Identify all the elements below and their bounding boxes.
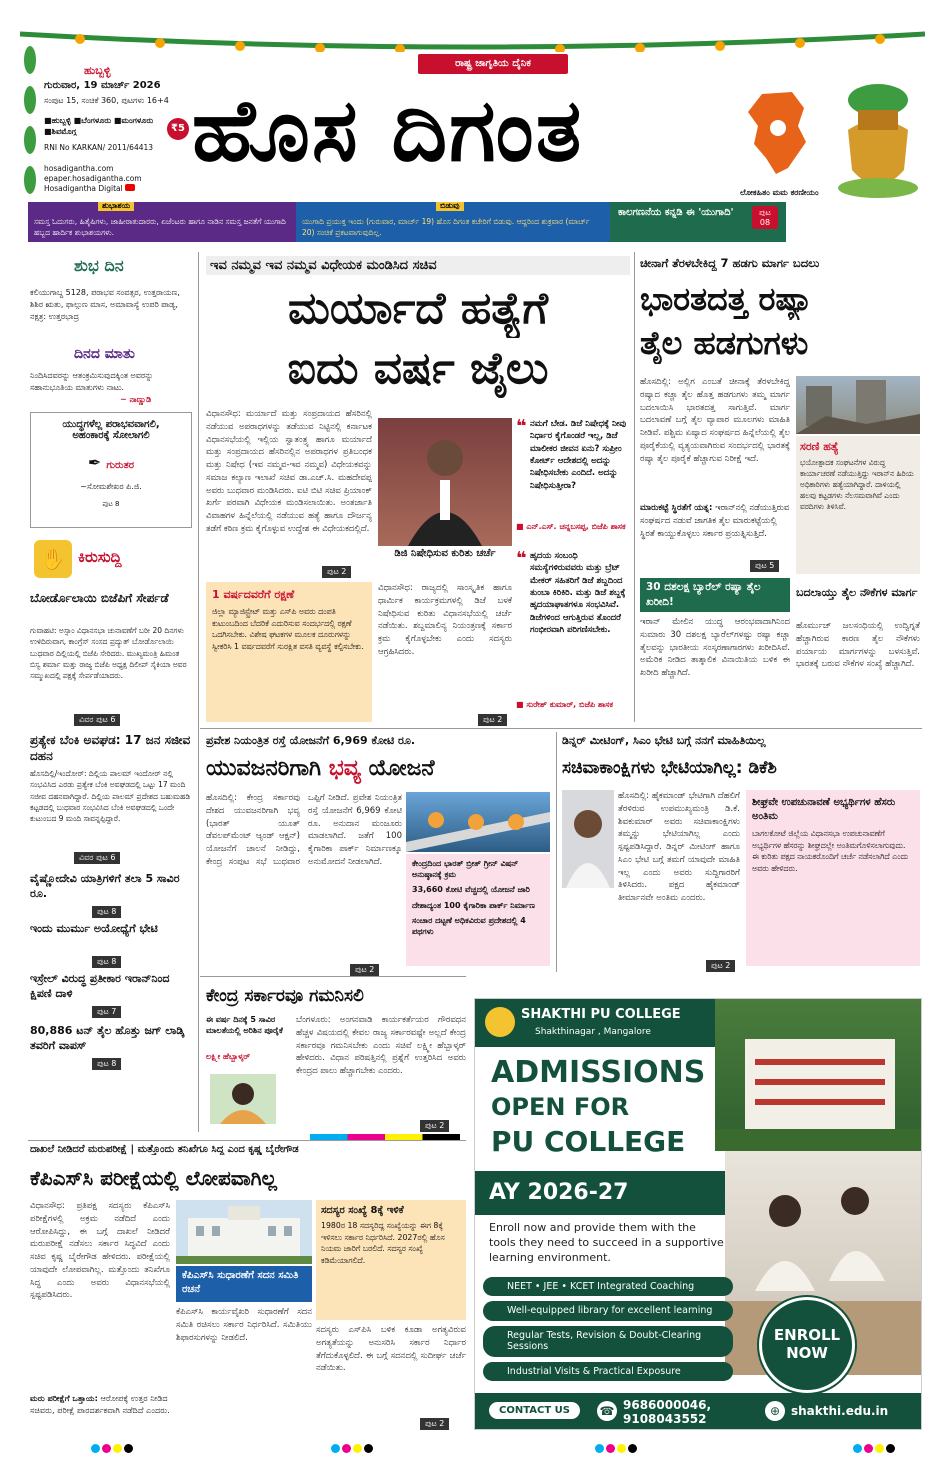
color-dots-center bbox=[330, 1438, 374, 1457]
kiru-6-page[interactable]: ಪುಟ 8 bbox=[92, 1058, 121, 1070]
color-dots-left bbox=[90, 1438, 134, 1457]
quote-title: ದಿನದ ಮಾತು bbox=[74, 346, 135, 362]
oil-side2-title: ಬದಲಾಯ್ತು ತೈಲ ನೌಕೆಗಳ ಮಾರ್ಗ bbox=[796, 586, 918, 599]
quote-2-text: ಹೃದಯ ಸಂಬಂಧಿ ಸಮಸ್ಯೆಗಳಿರುವವರು ಮತ್ತು ಬ್ರೆಟ್ ಮೇಕರ್ ಸಹಿತರಿಗೆ ಡಿಜೆ ಶಬ್ದದಿಂದ ತುಂಬಾ ಕಿರಿಕಿರಿ. ಮತ್ತು ಡಿಜೆ ಶಬ್ದಕ್ಕೆ ಹೃದಯಾಘಾತಗಳೂ ಸಂಭವಿಸಿವೆ. ಡಿಜೆಗಳಿಂದ ಆಗುತ್ತಿರುವ ತೊಂದರೆ ಗಂಭೀರವಾಗಿ ಪರಿಗಣಿಸಬೇಕು. bbox=[530, 551, 626, 635]
phone-1[interactable]: 9686000046, bbox=[623, 1398, 712, 1412]
kpsc-kicker: ದಾಖಲೆ ನೀಡಿದರೆ ಮರುಪರೀಕ್ಷೆ | ಮತ್ತೊಂದು ತನಿಖೆಗೂ ಸಿದ್ಧ ಎಂದ ಕೃಷ್ಣ ಬೈರೇಗೌಡ bbox=[30, 1144, 299, 1155]
dks-box-text: ಬಾಗಲಕೋಟೆ ಜಿಲ್ಲೆಯ ವಿಧಾನಸಭಾ ಉಪಚುನಾವಣೆಗೆ ಅಭ್ಯರ್ಥಿಗಳ ಹೆಸರನ್ನು ಶೀಘ್ರದಲ್ಲೇ ಅಂತಿಮಗೊಳಿಸಲಾಗುವುದು. ಈ ಕುರಿತು ಪಕ್ಷದ ನಾಯಕರೊಂದಿಗೆ ಚರ್ಚೆ ನಡೆಸಲಾಗಿದೆ ಎಂದು ಅವರು ಹೇಳಿದರು. bbox=[752, 829, 909, 874]
dks-page[interactable]: ಪುಟ 2 bbox=[706, 960, 735, 972]
rni-number: RNI No KARKAN/ 2011/64413 bbox=[44, 143, 154, 152]
hebbalkar-photo bbox=[210, 1074, 276, 1124]
dks-headline: ಸಚಿವಾಕಾಂಕ್ಷಿಗಳು ಭೇಟಿಯಾಗಿಲ್ಲ: ಡಿಕೆಶಿ bbox=[562, 758, 777, 778]
kiru-5-page[interactable]: ಪುಟ 7 bbox=[92, 1006, 121, 1018]
quote-mark-icon-2: ❝ bbox=[516, 550, 527, 569]
dks-box-title: ಶೀಘ್ರವೇ ಉಪಚುನಾವಣೆ ಅಭ್ಯರ್ಥಿಗಳ ಹೆಸರು ಅಂತಿಮ bbox=[752, 797, 896, 822]
kiru-3-title: ವೈಷ್ಣೋದೇವಿ ಯಾತ್ರಿಗಳಿಗೆ ತಲಾ 5 ಸಾವಿರ ರೂ. bbox=[30, 872, 180, 900]
sidebar-divider bbox=[198, 252, 199, 1132]
digital-link[interactable] bbox=[44, 184, 135, 193]
oil-kicker: ಚೀನಾಗೆ ತೆರಳಬೇಕಿದ್ದ 7 ಹಡಗು ಮಾರ್ಗ ಬದಲು bbox=[640, 256, 820, 270]
epaper-link[interactable]: epaper.hosadigantha.com bbox=[44, 174, 142, 183]
oil-page[interactable]: ಪುಟ 5 bbox=[750, 560, 779, 572]
oil-side-box bbox=[796, 436, 920, 574]
greetings-label: ಶುಭಾಶಯ bbox=[98, 202, 134, 211]
kpsc-headline: ಕೆಪಿಎಸ್‌ಸಿ ಪರೀಕ್ಷೆಯಲ್ಲಿ ಲೋಪವಾಗಿಲ್ಲ bbox=[30, 1166, 277, 1190]
holiday-text: ಯುಗಾದಿ ಪ್ರಯುಕ್ತ ಇಂದು (ಗುರುವಾರ, ಮಾರ್ಚ್ 19) ಹೊಸ ದಿಗಂತ ಕಚೇರಿಗೆ ಬಿಡುವು. ಆದ್ದರಿಂದ ಶುಕ್ರವಾರ (ಮಾರ್ಚ್ 20) ಸಂಚಿಕೆ ಪ್ರಕಟವಾಗುವುದಿಲ್ಲ. bbox=[302, 217, 590, 238]
kpsc-building-photo bbox=[176, 1200, 312, 1264]
kiru-5-title: ಇಸ್ರೇಲ್ ವಿರುದ್ಧ ಪ್ರತೀಕಾರ ಇರಾನ್‌ನಿಂದ ಕ್ಷಿಪಣಿ ದಾಳಿ bbox=[30, 972, 170, 1000]
oil-box-text: ಇರಾನ್ ಮೇಲಿನ ಯುದ್ಧ ಆರಂಭವಾದಾಗಿನಿಂದ ಸುಮಾರು 30 ದಶಲಕ್ಷ ಬ್ಯಾರೆಲ್‌ಗಳಷ್ಟು ರಷ್ಯಾ ಕಚ್ಚಾ ತೈಲವನ್ನು ಭಾರತೀಯ ಸಂಸ್ಕರಣಾಗಾರಗಳು ಖರೀದಿಸಿವೆ. ಅಮೆರಿಕ ನೀಡಿದ ತಾತ್ಕಾಲಿಕ ವಿನಾಯಿತಿಯ ಬಳಿಕ ಈ ಖರೀದಿ ಹೆಚ್ಚಾಗಿದೆ. bbox=[640, 617, 790, 678]
youth-photo bbox=[406, 792, 550, 852]
special-feature-box[interactable] bbox=[610, 202, 786, 242]
lead-body: ವಿಧಾನಸೌಧ: ಮರ್ಯಾದೆ ಮತ್ತು ಸಂಪ್ರದಾಯದ ಹೆಸರಿನಲ್ಲಿ ನಡೆಯುವ ಅಪರಾಧಗಳನ್ನು ತಡೆಯುವ ನಿಟ್ಟಿನಲ್ಲಿ ಕರ್ನಾಟಕ ವಿಧಾನಸಭೆಯಲ್ಲಿ ಇಲ್ಲಿಯ ಸ್ವಾತಂತ್ರ್ಯ ಹಾಗೂ ಮರ್ಯಾದೆ ಮತ್ತು ಸಂಪ್ರದಾಯದ ಹೆಸರಿನಲ್ಲಿನ ಅಪರಾಧಗಳ ಪ್ರತಿಬಂಧಕ ಮತ್ತು ನಿಷೇಧ (ಇವ ನಮ್ಮವ-ಇವ ನಮ್ಮವ) ವಿಧೇಯಕವನ್ನು ಸಮಾಜ ಕಲ್ಯಾಣ ಇಲಾಖೆ ಸಚಿವ ಡಾ.ಎಚ್.ಸಿ. ಮಹದೇವಪ್ಪ ಅವರು ಬುಧವಾರ ಮಂಡಿಸಿದರು. ಐಟಿ ಬಿಟಿ ಸಚಿವ ಪ್ರಿಯಾಂಕ್ ಖರ್ಗೆ ಪರವಾಗಿ ವಿಧೇಯಕ ಮಂಡಿಸಲಾಯಿತು. ಅಂತರ್ಜಾತಿ ವಿವಾಹಗಳ ಹಿನ್ನೆಲೆಯಲ್ಲಿ ನಡೆಯುವ ಹತ್ಯೆ ಹಾಗೂ ದೌರ್ಜನ್ಯ ತಡೆಗೆ ಕಠಿಣ ಕ್ರಮ ಕೈಗೊಳ್ಳುವ ಉದ್ದೇಶ ಈ ವಿಧೇಯಕದಲ್ಲಿದೆ. bbox=[206, 409, 372, 534]
centre-rule bbox=[200, 976, 466, 977]
dks-portrait bbox=[562, 790, 614, 888]
kiru-1-title: ಬೋರ್ಡೊಲಾಯಿ ಬಿಜೆಪಿಗೆ ಸೇರ್ಪಡೆ bbox=[30, 591, 169, 605]
globe-icon: ⊕ bbox=[765, 1401, 785, 1421]
youtube-icon bbox=[125, 184, 135, 191]
youth-headline-c: ಯೋಜನೆ bbox=[368, 756, 435, 781]
youth-bullet-2: 33,660 ಕೋಟಿ ವೆಚ್ಚದಲ್ಲಿ ಯೋಜನೆ ಜಾರಿ bbox=[412, 885, 530, 895]
dj-story-page[interactable]: ಪುಟ 2 bbox=[478, 714, 507, 726]
dks-box bbox=[746, 790, 920, 966]
color-dots-mid bbox=[594, 1438, 638, 1457]
kiru-1-page[interactable]: ವಿವರ ಪುಟ 6 bbox=[74, 714, 120, 726]
feature-4: Industrial Visits & Practical Exposure bbox=[483, 1362, 733, 1381]
oil-body: ಹೊಸದಿಲ್ಲಿ: ಅಲ್ಲಿಗ ಎಂಬತೆ ಚೀನಾಕ್ಕೆ ತೆರಳಬೇಕಿದ್ದ ರಷ್ಯಾದ ಕಚ್ಚಾ ತೈಲ ಹೊತ್ತ ಹಡಗುಗಳು ತಮ್ಮ ಮಾರ್ಗ ಬದಲಾಯಿಸಿ ಭಾರತದತ್ತ ಸಾಗುತ್ತಿವೆ. ಮಾರ್ಗ ಬದಲಾವಣೆ ಬಗ್ಗೆ ತೈಲ ವ್ಯಾಪಾರ ಮೂಲಗಳು ಮಾಹಿತಿ ನೀಡಿವೆ. ಪಶ್ಚಿಮ ಏಷ್ಯಾದ ಸಂಘರ್ಷದ ಹಿನ್ನೆಲೆಯಲ್ಲಿ ತೈಲ ಪೂರೈಕೆಯಲ್ಲಿ ವ್ಯತ್ಯಯವಾಗಿರುವ ಸಂದರ್ಭದಲ್ಲಿ ಭಾರತಕ್ಕೆ ರಷ್ಯಾ ತೈಲ ಪೂರೈಕೆ ಹೆಚ್ಚಾಗುವ ನಿರೀಕ್ಷೆ ಇದೆ. bbox=[640, 377, 790, 464]
lead-headline-1: ಮರ್ಯಾದೆ ಹತ್ಯೆಗೆ bbox=[287, 283, 548, 334]
poem-credit: ~ಸೋಮಶೇಖರ ಪಿ.ಜಿ. bbox=[80, 482, 142, 491]
youth-headline bbox=[206, 752, 550, 786]
youth-headline-b: ಭವ್ಯ bbox=[328, 756, 361, 781]
motto: ಲೋಕಹಿತಂ ಮಮ ಕರಣೀಯಂ bbox=[740, 188, 819, 197]
oil-headline-2: ತೈಲ ಹಡಗುಗಳು bbox=[640, 324, 809, 362]
kpsc-box-title: ಸದಸ್ಯರ ಸಂಖ್ಯೆ 8ಕ್ಕೆ ಇಳಿಕೆ bbox=[321, 1205, 404, 1216]
protection-text: ಜಿಲ್ಲಾ ಮ್ಯಾಜಿಸ್ಟ್ರೇಟ್ ಮತ್ತು ಎಸ್‌ಪಿ ಅವರು ದಂಪತಿ ಕುಟುಂಬದಿಂದ ಬೆದರಿಕೆ ಎದುರಿಸುವ ಸಂದರ್ಭದಲ್ಲಿ ರಕ್ಷಣೆ ಒದಗಿಸಬೇಕು. ವಿಶೇಷ ಘಟಕಗಳ ಮೂಲಕ ದೂರುಗಳನ್ನು ಸ್ವೀಕರಿಸಿ 1 ವರ್ಷದವರೆಗೆ ಸುರಕ್ಷಿತ ವಸತಿ ವ್ಯವಸ್ಥೆ ಕಲ್ಪಿಸಬೇಕು. bbox=[212, 607, 364, 652]
oil-sub-title: ಮಾರುಕಟ್ಟೆ ಸ್ಥಿರತೆಗೆ ಯತ್ನ: bbox=[640, 503, 713, 513]
quote-mark-icon: ❝ bbox=[516, 418, 527, 437]
kiru-1-text: ಗುವಾಹಟಿ: ಅಸ್ಸಾಂ ವಿಧಾನಸಭಾ ಚುನಾವಣೆಗೆ ಬರೀ 20 ದಿನಗಳು ಉಳಿದಿರುವಾಗ, ಕಾಂಗ್ರೆಸ್ ಸಂಸದ ಪ್ರದ್ಯುತ್ ಬೋರ್ಡೊಲಾಯಿ ಬುಧವಾರ ದಿಲ್ಲಿಯಲ್ಲಿ ಬಿಜೆಪಿ ಸೇರಿದರು. ಮುಖ್ಯಮಂತ್ರಿ ಹಿಮಂತ ಬಿಸ್ವ ಶರ್ಮಾ ಮತ್ತು ರಾಜ್ಯ ಬಿಜೆಪಿ ಅಧ್ಯಕ್ಷ ದಿಲೀಪ್ ಸೈಕಿಯಾ ಅವರ ಸಮ್ಮುಖದಲ್ಲಿ ಪಕ್ಷಕ್ಕೆ ಸೇರ್ಪಡೆಯಾದರು. bbox=[30, 626, 187, 680]
lead-headline-2: ಐದು ವರ್ಷ ಜೈಲು bbox=[287, 343, 549, 394]
ad-website[interactable]: shakthi.edu.in bbox=[791, 1404, 889, 1418]
shubha-dina-title: ಶುಭ ದಿನ bbox=[74, 256, 124, 275]
oil-side-title: ಸರಣಿ ಹತ್ಯೆ bbox=[800, 440, 839, 453]
phone-icon: ☎ bbox=[597, 1401, 617, 1421]
quote-1-author: ■ ಎನ್.ಎಸ್. ಚನ್ನಬಸಪ್ಪ, ಬಿಜೆಪಿ ಶಾಸಕ bbox=[516, 522, 626, 531]
oil-sub bbox=[640, 502, 790, 540]
youth-page[interactable]: ಪುಟ 2 bbox=[350, 964, 379, 976]
centre-quote: ಈ ವರ್ಷ ದಿನಕ್ಕೆ 5 ಸಾವಿರ ಮಾಲತೆಯಲ್ಲಿ ಅರಿಶಿನ ಪೂರೈಕೆ bbox=[206, 1015, 283, 1036]
city-label: ಹುಬ್ಬಳ್ಳಿ bbox=[84, 64, 111, 77]
greetings-box bbox=[28, 202, 296, 242]
oil-sub-text: ಇರಾನ್‌ನಲ್ಲಿ ನಡೆಯುತ್ತಿರುವ ಸಂಘರ್ಷದ ನಡುವೆ ಜಾಗತಿಕ ತೈಲ ಮಾರುಕಟ್ಟೆಯಲ್ಲಿ ಸ್ಥಿರತೆ ಕಾಯ್ದುಕೊಳ್ಳಲು ಸರ್ಕಾರ ಪ್ರಯತ್ನಿಸುತ್ತಿದೆ. bbox=[640, 503, 790, 539]
kpsc-rule bbox=[28, 1140, 466, 1141]
hand-icon: ✋ bbox=[34, 540, 72, 578]
campus-building-photo bbox=[715, 999, 922, 1151]
top-garland bbox=[20, 30, 925, 52]
lead-photo-caption-title: ಡಿಜಿ ನಿಷೇಧಿಸುವ ಕುರಿತು ಚರ್ಚೆ bbox=[394, 548, 496, 559]
contact-bar bbox=[475, 1393, 922, 1430]
ad-header bbox=[475, 999, 715, 1047]
issue-details: ಸಂಪುಟ 15, ಸಂಚಿಕೆ 360, ಪುಟಗಳು 16+4 bbox=[44, 96, 169, 105]
dks-body: ಹೊಸದಿಲ್ಲಿ: ಹೈಕಮಾಂಡ್ ಭೇಟಿಗಾಗಿ ದೆಹಲಿಗೆ ತೆರಳಿರುವ ಉಪಮುಖ್ಯಮಂತ್ರಿ ಡಿ.ಕೆ. ಶಿವಕುಮಾರ್ ಅವರು ಸಚಿವಾಕಾಂಕ್ಷಿಗಳು ತಮ್ಮನ್ನು ಭೇಟಿಯಾಗಿಲ್ಲ ಎಂದು ಸ್ಪಷ್ಟಪಡಿಸಿದ್ದಾರೆ. ಡಿನ್ನರ್ ಮೀಟಿಂಗ್ ಹಾಗೂ ಸಿಎಂ ಭೇಟಿ ಬಗ್ಗೆ ತಮಗೆ ಯಾವುದೇ ಮಾಹಿತಿ ಇಲ್ಲ ಎಂದು ಅವರು ಸುದ್ದಿಗಾರರಿಗೆ ತಿಳಿಸಿದರು. ಪಕ್ಷದ ಹೈಕಮಾಂಡ್ ತೀರ್ಮಾನವೇ ಅಂತಿಮ ಎಂದರು. bbox=[618, 791, 740, 903]
workers-photo bbox=[406, 792, 550, 852]
kiru-2-page[interactable]: ವಿವರ ಪುಟ 6 bbox=[74, 852, 120, 864]
pen-icon: ✒ bbox=[87, 453, 102, 472]
shubha-dina-text: ಕಲಿಯುಗಾಬ್ದ 5128, ಪರಾಭವ ಸಂವತ್ಸರ, ಉತ್ತರಾಯಣ, ಶಿಶಿರ ಋತು, ಫಾಲ್ಗುಣ ಮಾಸ, ಅಮಾವಾಸ್ಯೆ ಉಪರಿ ಪಾಡ್ಯ, ನಕ್ಷತ್ರ: ಉತ್ತರಭಾದ್ರ bbox=[30, 288, 180, 321]
youth-bullet-4: ಸಂಚಾರ ದಟ್ಟಣೆ ಅಧಿಕವಿರುವ ಪ್ರದೇಶದಲ್ಲಿ 4 ಪಥಗಳು bbox=[412, 915, 526, 936]
kpsc-box-text: 1980ರ 18 ಸದಸ್ಯರಿದ್ದ ಸಂಖ್ಯೆಯನ್ನು ಈಗ 8ಕ್ಕೆ ಇಳಿಸಲು ಸರ್ಕಾರ ನಿರ್ಧರಿಸಿದೆ. 2027ರಲ್ಲಿ ಹೊಸ ನಿಯಮ ಜಾರಿಗೆ ಬರಲಿದೆ. ಸದಸ್ಯರ ಸಂಖ್ಯೆ ಕಡಿಮೆಯಾಗಲಿದೆ. bbox=[321, 1221, 445, 1266]
feature-3: Regular Tests, Revision & Doubt-Clearing Sessions bbox=[483, 1326, 733, 1357]
youth-headline-a: ಯುವಜನರಿಗಾಗಿ bbox=[206, 756, 322, 781]
kiru-2-text: ಹೊಸದಿಲ್ಲಿ/ಇಂದೋರ್: ದಿಲ್ಲಿಯ ಪಾಲಮ್ ಇಂದೋರ್ ನಲ್ಲಿ ಸಂಭವಿಸಿದ ಎರಡು ಪ್ರತ್ಯೇಕ ಬೆಂಕಿ ಅವಘಡದಲ್ಲಿ ಒಟ್ಟು 17 ಮಂದಿ ಸಜೀವ ದಹನವಾಗಿದ್ದಾರೆ. ದಿಲ್ಲಿಯ ಪಾಲಮ್ ಪ್ರದೇಶದ ಬಹುಮಹಡಿ ಕಟ್ಟಡದಲ್ಲಿ ಬುಧವಾರ ಸಂಭವಿಸಿದ ಬೆಂಕಿ ಅವಘಡದಲ್ಲಿ ಒಂದೇ ಕುಟುಂಬದ 9 ಮಂದಿ ಸಾವನ್ನಪ್ಪಿದ್ದಾರೆ. bbox=[30, 769, 191, 823]
kpsc-caption-box: ಕೆಪಿಎಸ್‌ಸಿ ಸುಧಾರಣೆಗೆ ಸದನ ಸಮಿತಿ ರಚನೆ bbox=[176, 1266, 312, 1302]
poem-box bbox=[30, 412, 192, 528]
oil-side-text: ಭಯೋತ್ಪಾದಕ ಸಂಘಟನೆಗಳ ವಿರುದ್ಧ ಕಾರ್ಯಾಚರಣೆ ನಡೆಯುತ್ತಿದ್ದು ಇರಾನ್‌ನ ಹಿರಿಯ ಅಧಿಕಾರಿಗಳು ಹತ್ಯೆಯಾಗಿದ್ದಾರೆ. ದಾಳಿಯಲ್ಲಿ ಹಲವು ಕಟ್ಟಡಗಳು ನೆಲಸಮವಾಗಿವೆ ಎಂದು ವರದಿಗಳು ತಿಳಿಸಿವೆ. bbox=[800, 458, 914, 511]
oil-box: 30 ದಶಲಕ್ಷ ಬ್ಯಾರೆಲ್ ರಷ್ಯಾ ತೈಲ ಖರೀದಿ! bbox=[640, 578, 790, 612]
youth-bullet-3: ದೇಶಾದ್ಯಂತ 100 ಕೈಗಾರಿಕಾ ಪಾರ್ಕ್ ನಿರ್ಮಾಣ bbox=[412, 900, 535, 910]
college-name: SHAKTHI PU COLLEGE bbox=[521, 1007, 681, 1022]
kiru-6-title: 80,886 ಟನ್ ತೈಲ ಹೊತ್ತು ಜಗ್ ಲಾಡ್ಕಿ ತವರಿಗೆ ವಾಪಸ್ bbox=[30, 1024, 185, 1052]
centre-photo bbox=[210, 1074, 276, 1124]
kpsc-box bbox=[316, 1200, 466, 1320]
kpsc-body: ವಿಧಾನಸೌಧ: ಪ್ರತಿಪಕ್ಷ ಸದಸ್ಯರು ಕೆಪಿಎಸ್‌ಸಿ ಪರೀಕ್ಷೆಗಳಲ್ಲಿ ಅಕ್ರಮ ನಡೆದಿದೆ ಎಂದು ಆರೋಪಿಸಿದ್ದು, ಈ ಬಗ್ಗೆ ದಾಖಲೆ ನೀಡಿದರೆ ಮರುಪರೀಕ್ಷೆ ನಡೆಸಲು ಸರ್ಕಾರ ಸಿದ್ಧವಿದೆ ಎಂದು ಸಚಿವ ಕೃಷ್ಣ ಬೈರೇಗೌಡ ಹೇಳಿದರು. ಪರೀಕ್ಷೆಯಲ್ಲಿ ಯಾವುದೇ ಲೋಪವಾಗಿಲ್ಲ. ಮತ್ತೊಂದು ತನಿಖೆಗೂ ಸಿದ್ಧ ಎಂದು ಅವರು ವಿಧಾನಸಭೆಯಲ್ಲಿ ಸ್ಪಷ್ಟಪಡಿಸಿದರು. bbox=[30, 1201, 170, 1301]
feature-1: NEET • JEE • KCET Integrated Coaching bbox=[483, 1277, 733, 1296]
ad-heading-2: OPEN FOR bbox=[491, 1093, 630, 1121]
special-feature-text: ಕಾಲಗಣನೆಯ ಕನ್ನಡಿ ಈ 'ಯುಗಾದಿ' bbox=[618, 207, 734, 218]
price-badge: ₹5 bbox=[167, 118, 189, 140]
newspaper-title: ಹೊಸ ದಿಗಂತ bbox=[192, 81, 584, 181]
lead-quote-2 bbox=[516, 550, 628, 700]
youth-divider bbox=[556, 732, 557, 972]
lead-kicker: ಇವ ನಮ್ಮವ ಇವ ನಮ್ಮವ ವಿಧೇಯಕ ಮಂಡಿಸಿದ ಸಚಿವ bbox=[206, 256, 630, 275]
kiru-2-title: ಪ್ರತ್ಯೇಕ ಬೆಂಕಿ ಅವಘಡ: 17 ಜನ ಸಜೀವ ದಹನ bbox=[30, 733, 191, 764]
left-mango-leaves bbox=[18, 40, 42, 200]
ad-heading-3: PU COLLEGE bbox=[491, 1125, 686, 1158]
special-page-badge: ಪುಟ 08 bbox=[752, 206, 778, 229]
kpsc-page[interactable]: ಪುಟ 2 bbox=[420, 1418, 449, 1430]
tagline-ribbon: ರಾಷ್ಟ್ರ ಜಾಗೃತಿಯ ದೈನಿಕ bbox=[418, 54, 568, 74]
enroll-label-1: ENROLL bbox=[773, 1326, 841, 1344]
ad-description: Enroll now and provide them with the tools they need to succeed in a supportive learning environment. bbox=[489, 1221, 724, 1264]
poem-line-2: ಅಹಂಕಾರಕ್ಕೆ ಸೋಲಾಗಲಿ bbox=[72, 430, 150, 441]
enroll-button[interactable] bbox=[759, 1297, 855, 1393]
quote-text: ನಿಂದಿಸಿದವರನ್ನು ಆತಂಕ್ರಮಿಸುವುದಕ್ಕಿಂತ ಅವರನ್ನು ಸಹಾನುಭೂತಿಯ ಮಾತುಗಳು ನಾಟು. bbox=[30, 371, 154, 392]
kpsc-photo bbox=[176, 1200, 312, 1264]
issue-date: ಗುರುವಾರ, 19 ಮಾರ್ಚ್ 2026 bbox=[44, 80, 161, 91]
color-dots-right bbox=[852, 1438, 896, 1457]
youth-kicker: ಪ್ರವೇಶ ನಿಯಂತ್ರಿತ ರಸ್ತೆ ಯೋಜನೆಗೆ 6,969 ಕೋಟಿ ರೂ. bbox=[206, 734, 416, 747]
kiru-4-title: ಇಂದು ಮುರ್ಮು ಅಯೋಧ್ಯೆಗೆ ಭೇಟಿ bbox=[30, 922, 158, 935]
feature-2: Well-equipped library for excellent learning bbox=[483, 1301, 733, 1320]
quote-2-author: ■ ಸುರೇಶ್ ಕುಮಾರ್, ಬಿಜೆಪಿ ಶಾಸಕ bbox=[516, 700, 614, 709]
poem-page: ಪುಟ 8 bbox=[102, 500, 120, 508]
dks-photo bbox=[562, 790, 614, 888]
youth-body: ಹೊಸದಿಲ್ಲಿ: ಕೇಂದ್ರ ಸರ್ಕಾರವು ದೇಶದ ಯುವಜನರಿಗಾಗಿ ಭವ್ಯ (ಭಾರತ್ ಯೂತ್ ಡೆವಲಪ್‌ಮೆಂಟ್ ಆ್ಯಂಡ್ ಆಕ್ಷನ್) ಯೋಜನೆಗೆ ಚಾಲನೆ ನೀಡಿದ್ದು, ಕೇಂದ್ರ ಸಂಪುಟ ಸಭೆ ಬುಧವಾರ ಒಪ್ಪಿಗೆ ನೀಡಿದೆ. ಪ್ರವೇಶ ನಿಯಂತ್ರಿತ ರಸ್ತೆ ಯೋಜನೆಗೆ 6,969 ಕೋಟಿ ರೂ. ಅನುದಾನ ಮಂಜೂರು ಮಾಡಲಾಗಿದೆ. ಜತೆಗೆ 100 ಕೈಗಾರಿಕಾ ಪಾರ್ಕ್ ನಿರ್ಮಾಣಕ್ಕೂ ಅನುಮೋದನೆ ನೀಡಲಾಗಿದೆ. bbox=[206, 793, 402, 867]
mid-rule bbox=[200, 728, 922, 729]
protection-title: 1 ವರ್ಷದವರೆಗೆ ರಕ್ಷಣೆ bbox=[212, 588, 295, 601]
kiru-suddi-header bbox=[30, 540, 192, 580]
oil-side2-text: ಹೊರ್ಮುಜ್ ಜಲಸಂಧಿಯಲ್ಲಿ ಉದ್ವಿಗ್ನತೆ ಹೆಚ್ಚಾಗಿರುವ ಕಾರಣ ತೈಲ ನೌಕೆಗಳು ಪರ್ಯಾಯ ಮಾರ್ಗಗಳನ್ನು ಬಳಸುತ್ತಿವೆ. ಭಾರತಕ್ಕೆ ಬರುವ ನೌಕೆಗಳ ಸಂಖ್ಯೆ ಹೆಚ್ಚಾಗಿದೆ. bbox=[796, 621, 920, 670]
website-link[interactable]: hosadigantha.com bbox=[44, 164, 114, 173]
poem-line-1: ಯುದ್ಧಗಳೆಲ್ಲ ಪರಾಭವವಾಗಲಿ, bbox=[62, 419, 160, 430]
ad-year-banner: AY 2026-27 bbox=[475, 1171, 725, 1215]
kalash-decoration bbox=[828, 70, 928, 210]
lead-photo bbox=[378, 418, 512, 546]
poem-author: ಗುರುತರ bbox=[106, 460, 135, 471]
kiru-suddi-title: ಕಿರುಸುದ್ದಿ bbox=[78, 548, 122, 566]
kpsc-caption-text: ಕೆಪಿಎಸ್‌ಸಿ ಕಾರ್ಯವೈಖರಿ ಸುಧಾರಣೆಗೆ ಸದನ ಸಮಿತಿ ರಚಿಸಲು ಸರ್ಕಾರ ನಿರ್ಧರಿಸಿದೆ. ಸಮಿತಿಯು ಶಿಫಾರಸುಗಳನ್ನು ನೀಡಲಿದೆ. bbox=[176, 1307, 312, 1343]
phone-2[interactable]: 9108043552 bbox=[623, 1412, 707, 1426]
kpsc-sub-title: ಮರು ಪರೀಕ್ಷೆಗೆ ಒತ್ತಾಯ: bbox=[30, 1393, 98, 1403]
kpsc-sub-text: ಆರೋಪಕ್ಕೆ ಉತ್ತರ ನೀಡಿದ ಸಚಿವರು, ಪರೀಕ್ಷೆ ಪಾರದರ್ಶಕವಾಗಿ ನಡೆದಿದೆ ಎಂದರು. bbox=[30, 1393, 170, 1416]
greetings-text: ಸಮಸ್ತ ಓದುಗರು, ಹಿತೈಷಿಗಳು, ಜಾಹೀರಾತುದಾರರು, ಏಜೆಂಟರು ಹಾಗೂ ನಾಡಿನ ಸಮಸ್ತ ಜನತೆಗೆ ಯುಗಾದಿ ಹಬ್ಬದ ಹಾರ್ದಿಕ ಶುಭಾಶಯಗಳು. bbox=[34, 217, 286, 238]
feature-list bbox=[483, 1277, 733, 1381]
quote-1-text: ನಮಗೆ ಬೇಡ. ಡಿಜೆ ನಿಷೇಧಕ್ಕೆ ನೀವು ನಿರ್ಧಾರ ಕೈಗೊಂಡರೆ ಇಲ್ಲ, ಡಿಜೆ ಮಾಲೀಕರ ಜೀವನ ಏನು? ಸುಪ್ರೀಂ ಕೋರ್ಟ್ ಆದೇಶದಲ್ಲಿ ಅದನ್ನು ನಿಷೇಧಿಸಬೇಕು ಎಂದಿದೆ. ಅದನ್ನು ನಿಷೇಧಿಸುತ್ತೀರಾ? bbox=[530, 419, 627, 491]
quote-author: ~ ನಾಣ್ಣುಡಿ bbox=[120, 395, 152, 404]
garland-decoration bbox=[20, 30, 925, 52]
holiday-label: ಬಿಡುವು bbox=[436, 202, 464, 211]
oil-headline-1: ಭಾರತದತ್ತ ರಷ್ಯಾ bbox=[640, 280, 813, 318]
minister-photo bbox=[378, 418, 512, 546]
dks-kicker: ಡಿನ್ನರ್ ಮೀಟಿಂಗ್, ಸಿಎಂ ಭೇಟಿ ಬಗ್ಗೆ ನನಗೆ ಮಾಹಿತಿಯಿಲ್ಲ bbox=[562, 734, 766, 747]
ad-heading-1: ADMISSIONS bbox=[491, 1055, 706, 1090]
editions-list: ■ಹುಬ್ಬಳ್ಳಿ ■ಬೆಂಗಳೂರು ■ಮಂಗಳೂರು ■ಶಿವಮೊಗ್ಗ bbox=[44, 116, 154, 137]
campus-photo bbox=[715, 999, 922, 1151]
kiru-3-page[interactable]: ಪುಟ 8 bbox=[92, 906, 121, 918]
lead-page[interactable]: ಪುಟ 2 bbox=[322, 566, 351, 578]
college-logo-icon bbox=[485, 1007, 515, 1037]
map-emblem bbox=[732, 86, 822, 176]
kpsc-body-2: ಸದಸ್ಯರು ಎಸ್‌ಪಿಸಿ ಬಳಿಕ ಕೂಡಾ ಅಗತ್ಯವಿರುವ ಅಗತ್ಯತೆಯನ್ನು ಅನುಸರಿಸಿ ಸರ್ಕಾರ ನಿರ್ಧಾರ ತೆಗೆದುಕೊಳ್ಳಲಿದೆ. ಈ ಬಗ್ಗೆ ಸದನದಲ್ಲಿ ಸುದೀರ್ಘ ಚರ್ಚೆ ನಡೆಯಿತು. bbox=[316, 1325, 466, 1374]
oil-photo bbox=[796, 376, 920, 434]
centre-headline: ಕೇಂದ್ರ ಸರ್ಕಾರವೂ ಗಮನಿಸಲಿ bbox=[206, 986, 364, 1006]
enroll-label-2: NOW bbox=[786, 1344, 828, 1362]
centre-body: ಬೆಂಗಳೂರು: ಅಂಗನವಾಡಿ ಕಾರ್ಯಕರ್ತೆಯರ ಗೌರವಧನ ಹೆಚ್ಚಳ ವಿಷಯದಲ್ಲಿ ಕೇವಲ ರಾಜ್ಯ ಸರ್ಕಾರವಷ್ಟೇ ಅಲ್ಲದೆ ಕೇಂದ್ರ ಸರ್ಕಾರವೂ ಗಮನಿಸಬೇಕು ಎಂದು ಸಚಿವೆ ಲಕ್ಷ್ಮೀ ಹೆಬ್ಬಾಳ್ಕರ್ ಹೇಳಿದರು. ವಿಧಾನ ಪರಿಷತ್ತಿನಲ್ಲಿ ಪ್ರಶ್ನೆಗೆ ಉತ್ತರಿಸಿದ ಅವರು ಕೇಂದ್ರದ ಪಾಲು ಹೆಚ್ಚಾಗಬೇಕು ಎಂದರು. bbox=[296, 1015, 466, 1076]
centre-page[interactable]: ಪುಟ 2 bbox=[420, 1120, 449, 1132]
college-ad[interactable] bbox=[474, 998, 922, 1430]
college-location: Shakthinagar , Mangalore bbox=[535, 1027, 651, 1037]
digital-label: Hosadigantha Digital bbox=[44, 184, 123, 193]
holiday-box bbox=[296, 202, 610, 242]
protection-box bbox=[206, 582, 372, 722]
rubble-photo bbox=[796, 376, 920, 434]
youth-bullet-1: ಕೇಂದ್ರದಿಂದ ಭಾರತ್ ಬ್ರೀತ್ ಗ್ರೀನ್ ವಿಷನ್ ಅನುಷ್ಠಾನಕ್ಕೆ ಕ್ರಮ bbox=[412, 859, 519, 880]
kiru-4-page[interactable]: ಪುಟ 8 bbox=[92, 956, 121, 968]
dj-story-body: ವಿಧಾನಸೌಧ: ರಾಜ್ಯದಲ್ಲಿ ಸಾಂಸ್ಕೃತಿಕ ಹಾಗೂ ಧಾರ್ಮಿಕ ಕಾರ್ಯಕ್ರಮಗಳಲ್ಲಿ ಡಿಜೆ ಬಳಕೆ ನಿಷೇಧಿಸುವ ಕುರಿತು ವಿಧಾನಸಭೆಯಲ್ಲಿ ಚರ್ಚೆ ನಡೆಯಿತು. ಶಬ್ದಮಾಲಿನ್ಯ ನಿಯಂತ್ರಣಕ್ಕೆ ಸರ್ಕಾರ ಕ್ರಮ ಕೈಗೊಳ್ಳಬೇಕು ಎಂದು ಸದಸ್ಯರು ಆಗ್ರಹಿಸಿದರು. bbox=[378, 583, 512, 657]
kpsc-sub bbox=[30, 1392, 170, 1417]
contact-label: CONTACT US bbox=[489, 1402, 580, 1419]
lead-divider bbox=[634, 252, 635, 722]
centre-author: ಲಕ್ಷ್ಮೀ ಹೆಬ್ಬಾಳ್ಕರ್ bbox=[206, 1052, 251, 1061]
youth-bullets bbox=[406, 854, 550, 966]
